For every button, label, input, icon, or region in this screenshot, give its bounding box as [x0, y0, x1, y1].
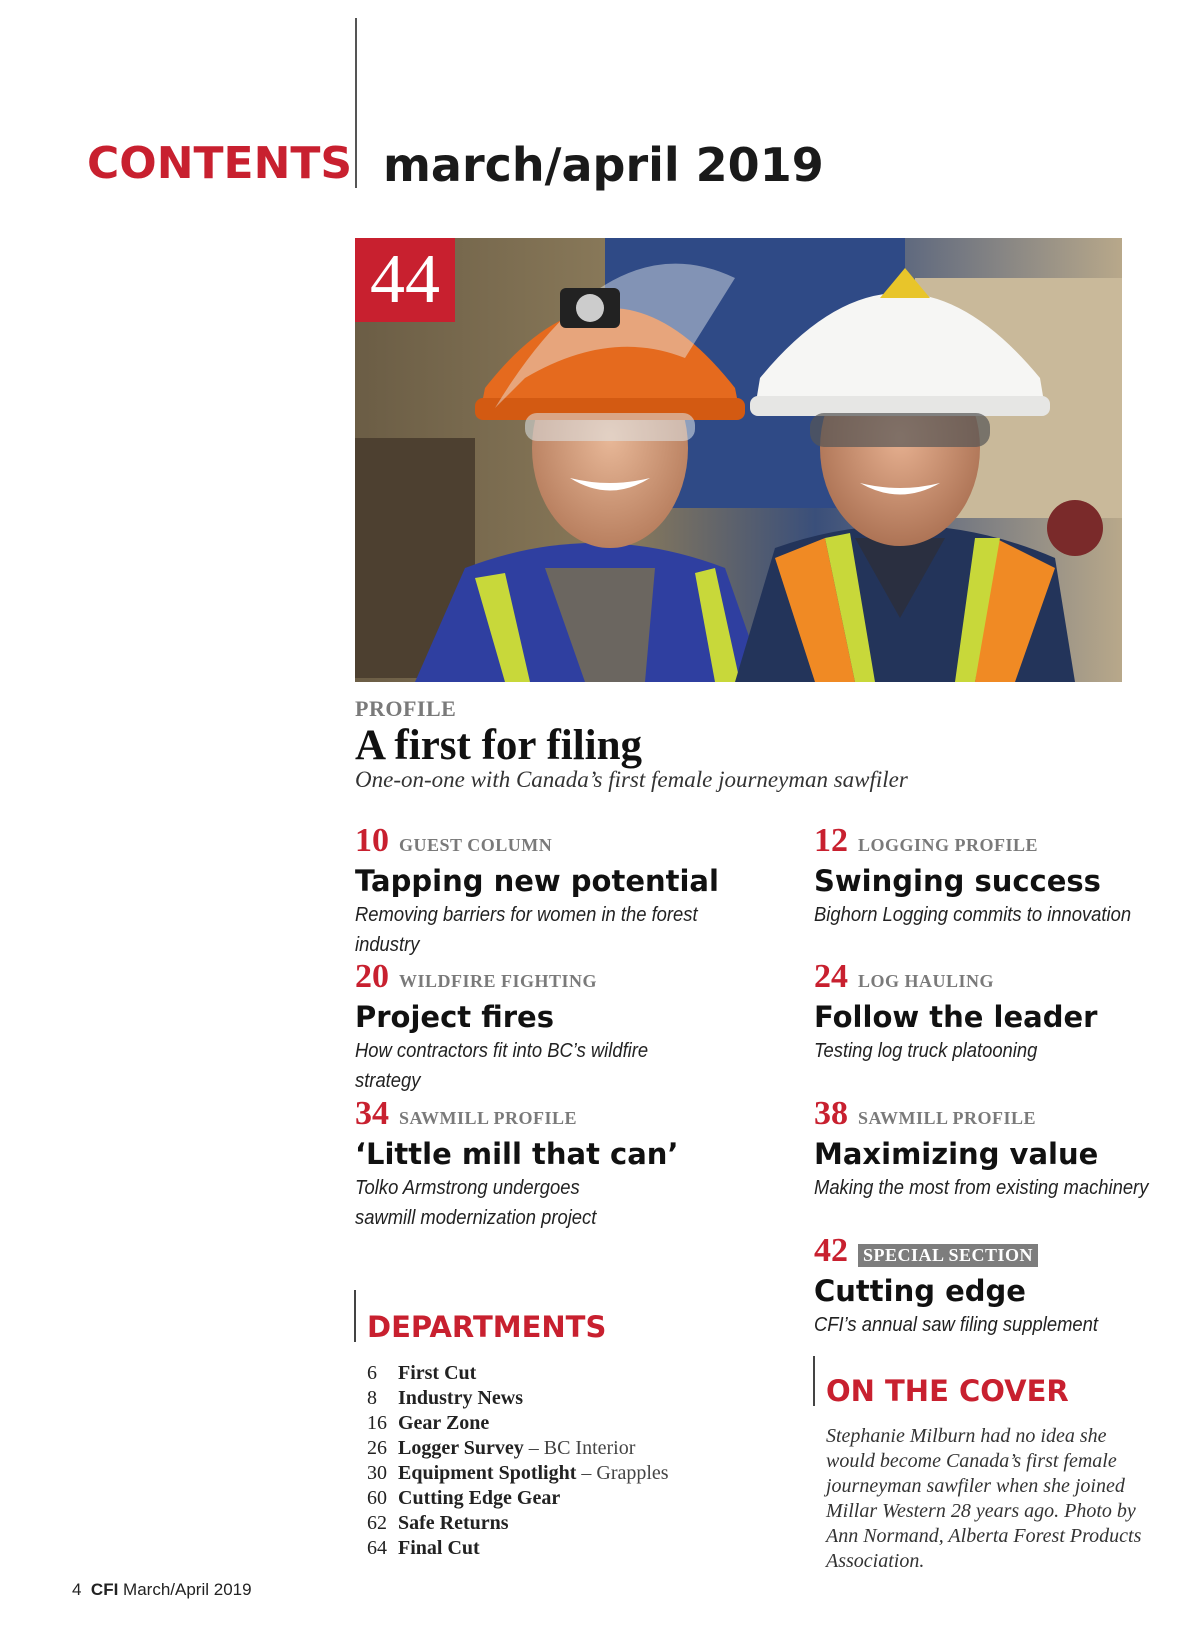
item-category: LOGGING PROFILE [858, 835, 1039, 855]
department-row[interactable] [367, 1536, 757, 1561]
department-title: Safe Returns [398, 1512, 509, 1534]
department-page: 62 [367, 1512, 387, 1534]
department-title: Logger Survey [398, 1437, 524, 1459]
item-description: Making the most from existing machinery [814, 1177, 1149, 1199]
department-page: 16 [367, 1412, 387, 1434]
cover-heading: ON THE COVER [826, 1374, 1069, 1408]
feature-page-badge: 44 [355, 238, 455, 322]
department-page: 8 [367, 1387, 377, 1409]
departments-heading: DEPARTMENTS [367, 1310, 607, 1344]
department-title: Equipment Spotlight [398, 1462, 577, 1484]
item-category: LOG HAULING [858, 971, 995, 991]
item-category-badge: SPECIAL SECTION [858, 1244, 1038, 1267]
department-page: 6 [367, 1362, 377, 1384]
department-row[interactable] [367, 1486, 757, 1511]
feature-kicker: PROFILE [355, 696, 457, 721]
item-description: Removing barriers for women in the forest industry [355, 904, 698, 956]
contents-heading: CONTENTS [87, 138, 353, 189]
department-page: 26 [367, 1437, 387, 1459]
item-description: Testing log truck platooning [814, 1040, 1038, 1062]
department-page: 64 [367, 1537, 387, 1559]
footer-page-number: 4 [72, 1580, 82, 1599]
toc-item[interactable] [814, 1095, 1194, 1203]
item-title: Maximizing value [814, 1137, 1099, 1171]
page-footer [72, 1580, 252, 1600]
item-page-number: 20 [355, 958, 389, 995]
department-title: First Cut [398, 1362, 477, 1384]
department-title: Final Cut [398, 1537, 480, 1559]
feature-photo[interactable] [355, 238, 1122, 682]
toc-item[interactable] [814, 958, 1194, 1066]
item-description: CFI’s annual saw filing supplement [814, 1314, 1098, 1336]
department-extra: – Grapples [576, 1462, 669, 1484]
feature-subtitle: One-on-one with Canada’s first female journeyman sawfiler [355, 767, 908, 792]
department-row[interactable] [367, 1411, 757, 1436]
item-page-number: 38 [814, 1095, 848, 1132]
feature-title[interactable]: A first for filing [355, 722, 643, 769]
item-category: WILDFIRE FIGHTING [399, 971, 598, 991]
item-title: Follow the leader [814, 1000, 1098, 1034]
department-row[interactable] [367, 1436, 757, 1461]
cover-divider [813, 1356, 815, 1406]
item-description: How contractors fit into BC’s wildfire strategy [355, 1040, 649, 1092]
department-extra: – BC Interior [523, 1437, 636, 1459]
cover-caption: Stephanie Milburn had no idea she would become Canada’s first female journeyman sawfiler when she joined Millar Western 28 years ago. Photo by Ann Normand, Alberta Forest Products Association. [826, 1425, 1142, 1572]
department-row[interactable] [367, 1511, 757, 1536]
footer-issue: March/April 2019 [123, 1580, 252, 1599]
item-page-number: 24 [814, 958, 848, 995]
toc-item[interactable] [355, 1095, 679, 1233]
item-page-number: 42 [814, 1232, 848, 1269]
department-page: 30 [367, 1462, 387, 1484]
department-row[interactable] [367, 1386, 757, 1411]
item-title: Project fires [355, 1000, 554, 1034]
item-category: GUEST COLUMN [399, 835, 553, 855]
feature-photo-illustration [355, 238, 1122, 682]
item-category: SAWMILL PROFILE [399, 1108, 578, 1128]
toc-item[interactable] [814, 822, 1194, 930]
item-category: SAWMILL PROFILE [858, 1108, 1037, 1128]
item-title: Swinging success [814, 864, 1101, 898]
toc-item[interactable] [355, 822, 735, 960]
departments-list [367, 1361, 757, 1561]
department-row[interactable] [367, 1461, 757, 1486]
department-title: Cutting Edge Gear [398, 1487, 561, 1509]
toc-item[interactable] [814, 1232, 1194, 1340]
item-description: Bighorn Logging commits to innovation [814, 904, 1132, 926]
item-title: Cutting edge [814, 1274, 1026, 1308]
departments-divider [354, 1290, 356, 1342]
toc-item[interactable] [355, 958, 735, 1096]
department-title: Gear Zone [398, 1412, 490, 1434]
item-title: ‘Little mill that can’ [355, 1137, 679, 1171]
item-page-number: 34 [355, 1095, 389, 1132]
header-divider [355, 18, 357, 188]
item-description: Tolko Armstrong undergoes sawmill modernization project [355, 1177, 597, 1229]
issue-heading: march/april 2019 [383, 138, 824, 192]
item-page-number: 12 [814, 822, 848, 859]
department-row[interactable] [367, 1361, 757, 1386]
department-title: Industry News [398, 1387, 524, 1409]
footer-brand: CFI [90, 1580, 119, 1599]
department-page: 60 [367, 1487, 387, 1509]
item-page-number: 10 [355, 822, 389, 859]
item-title: Tapping new potential [355, 864, 719, 898]
